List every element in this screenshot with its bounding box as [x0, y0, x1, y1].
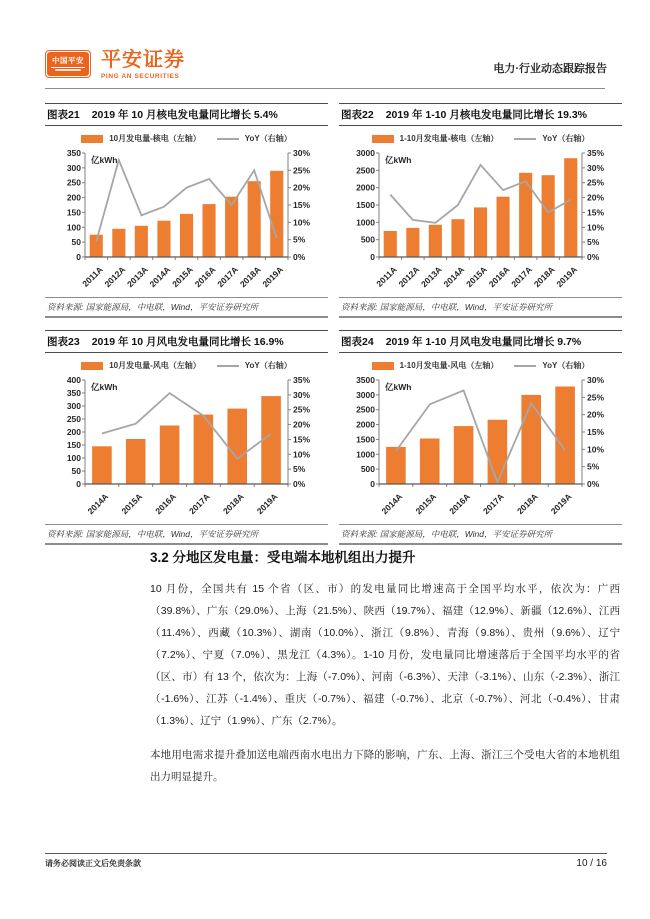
- svg-text:35%: 35%: [293, 375, 311, 385]
- svg-text:0: 0: [370, 252, 375, 262]
- svg-text:10%: 10%: [293, 217, 311, 228]
- section-paragraph: 本地用电需求提升叠加送电端西南水电出力下降的影响，广东、上海、浙江三个受电大省的本地机组出力明显提升。: [150, 749, 620, 783]
- svg-text:2000: 2000: [356, 182, 375, 193]
- legend-bar-swatch: [81, 135, 103, 143]
- svg-text:0%: 0%: [587, 252, 600, 262]
- svg-text:20%: 20%: [293, 419, 311, 430]
- chart-legend: 10月发电量-核电（左轴） YoY（右轴）: [45, 133, 328, 145]
- footer-disclaimer: 请务必阅读正文后免责条款: [45, 859, 141, 868]
- figure-23: [45, 330, 328, 545]
- svg-text:2016A: 2016A: [447, 491, 473, 517]
- svg-text:2012A: 2012A: [102, 264, 128, 290]
- charts-grid: [45, 103, 622, 545]
- page-number: 10 / 16: [576, 858, 607, 869]
- chart-legend: 1-10月发电量-核电（左轴） YoY（右轴）: [339, 133, 622, 145]
- svg-text:2019A: 2019A: [254, 491, 280, 517]
- svg-text:25%: 25%: [293, 404, 311, 415]
- svg-text:2013A: 2013A: [419, 264, 444, 290]
- figure-title: [45, 103, 328, 126]
- svg-text:2016A: 2016A: [486, 264, 512, 290]
- figure-22: [339, 103, 622, 318]
- legend-line-swatch: [514, 365, 536, 367]
- svg-text:2018A: 2018A: [237, 264, 263, 290]
- svg-text:亿kWh: 亿kWh: [385, 155, 412, 165]
- logo-divider: [51, 67, 85, 68]
- svg-text:亿kWh: 亿kWh: [91, 382, 118, 392]
- svg-text:200: 200: [66, 427, 81, 437]
- figure-caption: 2019 年 10 月核电发电量同比增长 5.4%: [91, 109, 278, 121]
- svg-text:2018A: 2018A: [531, 264, 557, 290]
- combo-chart: [339, 360, 622, 522]
- svg-text:30%: 30%: [293, 148, 311, 158]
- svg-text:300: 300: [66, 401, 81, 411]
- brand-name-en: PING AN SECURITIES: [101, 73, 180, 80]
- svg-text:0%: 0%: [293, 252, 306, 262]
- legend-line-swatch: [217, 365, 239, 367]
- chart-plot: [339, 372, 622, 522]
- figure-title: [339, 103, 622, 126]
- svg-text:2011A: 2011A: [374, 264, 399, 289]
- chart-legend: 1-10月发电量-风电（左轴） YoY（右轴）: [339, 360, 622, 372]
- svg-text:2015A: 2015A: [119, 491, 145, 517]
- svg-text:2011A: 2011A: [80, 264, 105, 289]
- svg-text:2014A: 2014A: [147, 264, 173, 290]
- svg-text:150: 150: [66, 207, 81, 218]
- figure-caption: 2019 年 10 月风电发电量同比增长 16.9%: [91, 336, 284, 348]
- svg-text:50: 50: [71, 237, 81, 248]
- brand-logo: [45, 50, 185, 80]
- svg-text:3000: 3000: [356, 148, 375, 158]
- svg-text:15%: 15%: [587, 427, 605, 437]
- svg-text:2014A: 2014A: [379, 491, 405, 517]
- svg-text:100: 100: [66, 222, 81, 233]
- chart-plot: [339, 145, 622, 295]
- svg-text:25%: 25%: [587, 392, 605, 403]
- page-header: [45, 50, 607, 80]
- figure-caption: 2019 年 1-10 月核电发电量同比增长 19.3%: [385, 109, 588, 121]
- pingan-logo-inner: [47, 52, 89, 76]
- chart-plot: [45, 145, 328, 295]
- svg-text:2500: 2500: [356, 165, 375, 176]
- svg-text:2019A: 2019A: [548, 491, 574, 517]
- figure-21: [45, 103, 328, 318]
- svg-text:2017A: 2017A: [187, 491, 212, 517]
- svg-text:10%: 10%: [587, 222, 605, 233]
- svg-text:5%: 5%: [293, 464, 306, 475]
- svg-text:2014A: 2014A: [85, 491, 111, 517]
- svg-text:2017A: 2017A: [509, 264, 535, 290]
- chart-legend: 10月发电量-风电（左轴） YoY（右轴）: [45, 360, 328, 372]
- svg-text:2014A: 2014A: [441, 264, 467, 290]
- figure-source: 资料来源: 国家能源局，中电联，Wind，平安证券研究所: [339, 297, 622, 318]
- svg-text:1000: 1000: [356, 217, 375, 228]
- svg-text:30%: 30%: [587, 375, 605, 385]
- svg-text:15%: 15%: [587, 207, 605, 218]
- svg-text:1000: 1000: [356, 449, 375, 460]
- svg-text:500: 500: [360, 464, 375, 475]
- svg-text:15%: 15%: [293, 200, 311, 210]
- svg-text:5%: 5%: [587, 461, 600, 472]
- svg-text:0: 0: [76, 479, 81, 489]
- figure-caption: 2019 年 1-10 月风电发电量同比增长 9.7%: [385, 336, 582, 348]
- svg-text:25%: 25%: [293, 165, 311, 176]
- report-type-label: 电力·行业动态跟踪报告: [493, 63, 607, 75]
- legend-bar-swatch: [372, 135, 394, 143]
- svg-text:0%: 0%: [293, 479, 306, 489]
- svg-text:0%: 0%: [587, 479, 600, 489]
- svg-text:2015A: 2015A: [464, 264, 489, 290]
- svg-text:1500: 1500: [356, 434, 375, 445]
- svg-text:100: 100: [66, 453, 81, 463]
- svg-text:2013A: 2013A: [125, 264, 150, 290]
- svg-text:25%: 25%: [587, 177, 605, 188]
- svg-text:2017A: 2017A: [481, 491, 506, 517]
- svg-text:10%: 10%: [587, 444, 605, 455]
- svg-text:3000: 3000: [356, 389, 375, 400]
- svg-text:250: 250: [66, 177, 81, 188]
- svg-text:5%: 5%: [587, 237, 600, 248]
- svg-text:亿kWh: 亿kWh: [91, 155, 118, 165]
- combo-chart: [45, 360, 328, 522]
- figure-source: 资料来源: 国家能源局，中电联，Wind，平安证券研究所: [45, 297, 328, 318]
- svg-text:350: 350: [66, 388, 81, 398]
- svg-text:15%: 15%: [293, 434, 311, 445]
- legend-line-swatch: [217, 138, 239, 140]
- legend-bar-swatch: [81, 362, 103, 370]
- legend-line-swatch: [514, 138, 536, 140]
- section-paragraph: 10 月份，全国共有 15 个省（区、市）的发电量同比增速高于全国平均水平，依次为：广西（39.8%）、广东（29.0%）、上海（21.5%）、陕西（19.7%）、福建（12.9%）、新疆（12.6%）、江西（11.4%）、西藏（10.3%）、湖南（10.0%）、浙江（9.8%）、青海（9.8%）、贵州（9.6%）、辽宁（7.2%）、宁夏（7.0%）、黑龙江（4.3%）。1-10 月份，发电量同比增速落后于全国平均水平的省（区、市）有 13 个，依次为：上海（-7.0%）、河南（-6.3%）、天津（-3.1%）、山东（-2.3%）、浙江（-1.6%）、江苏（-1.4%）、重庆（-0.7%）、福建（-0.7%）、北京（-0.7%）、河北（-0.4%）、甘肃（1.3%）、辽宁（1.9%）、广东（2.7%）。: [150, 583, 620, 727]
- svg-text:2018A: 2018A: [220, 491, 246, 517]
- svg-text:30%: 30%: [587, 162, 605, 173]
- page-footer: [45, 853, 607, 869]
- svg-text:2012A: 2012A: [396, 264, 422, 290]
- figure-source: 资料来源: 国家能源局，中电联，Wind，平安证券研究所: [45, 524, 328, 545]
- svg-text:50: 50: [71, 466, 81, 476]
- svg-text:1500: 1500: [356, 200, 375, 210]
- logo-text: 中国平安: [52, 56, 84, 66]
- svg-text:3500: 3500: [356, 375, 375, 385]
- figure-title: [339, 330, 622, 353]
- svg-text:0: 0: [370, 479, 375, 489]
- header-rule: [45, 88, 605, 89]
- svg-text:2000: 2000: [356, 419, 375, 430]
- svg-text:30%: 30%: [293, 389, 311, 400]
- svg-text:2019A: 2019A: [554, 264, 580, 290]
- svg-text:200: 200: [66, 192, 81, 203]
- svg-text:2015A: 2015A: [413, 491, 439, 517]
- section-heading: 3.2 分地区发电量：受电端本地机组出力提升: [150, 550, 416, 565]
- figure-label: 图表23: [47, 336, 80, 348]
- svg-text:0: 0: [76, 252, 81, 262]
- svg-text:150: 150: [66, 440, 81, 450]
- brand-name: 平安证券: [101, 49, 185, 71]
- svg-text:20%: 20%: [293, 182, 311, 193]
- figure-label: 图表21: [47, 109, 80, 121]
- svg-text:2018A: 2018A: [514, 491, 540, 517]
- pingan-logo-icon: [45, 50, 91, 78]
- brand-text-group: [101, 50, 185, 80]
- svg-text:2017A: 2017A: [215, 264, 241, 290]
- svg-text:350: 350: [66, 148, 81, 158]
- section-3-2: [150, 546, 620, 800]
- svg-text:10%: 10%: [293, 449, 311, 460]
- svg-text:亿kWh: 亿kWh: [385, 382, 412, 392]
- figure-label: 图表24: [341, 336, 374, 348]
- figure-source: 资料来源: 国家能源局，中电联，Wind，平安证券研究所: [339, 524, 622, 545]
- svg-text:2016A: 2016A: [192, 264, 218, 290]
- svg-text:400: 400: [66, 375, 81, 385]
- svg-text:250: 250: [66, 414, 81, 424]
- svg-text:35%: 35%: [587, 148, 605, 158]
- svg-text:300: 300: [66, 162, 81, 173]
- logo-subtext-decoration: [55, 69, 80, 71]
- chart-plot: [45, 372, 328, 522]
- svg-text:2019A: 2019A: [260, 264, 286, 290]
- figure-24: [339, 330, 622, 545]
- svg-text:2015A: 2015A: [170, 264, 195, 290]
- combo-chart: [45, 133, 328, 295]
- svg-text:2016A: 2016A: [153, 491, 179, 517]
- svg-text:20%: 20%: [587, 192, 605, 203]
- svg-text:5%: 5%: [293, 234, 306, 245]
- svg-text:2500: 2500: [356, 404, 375, 415]
- legend-bar-swatch: [372, 362, 394, 370]
- svg-text:20%: 20%: [587, 409, 605, 420]
- combo-chart: [339, 133, 622, 295]
- figure-label: 图表22: [341, 109, 374, 121]
- svg-text:500: 500: [360, 234, 375, 245]
- figure-title: [45, 330, 328, 353]
